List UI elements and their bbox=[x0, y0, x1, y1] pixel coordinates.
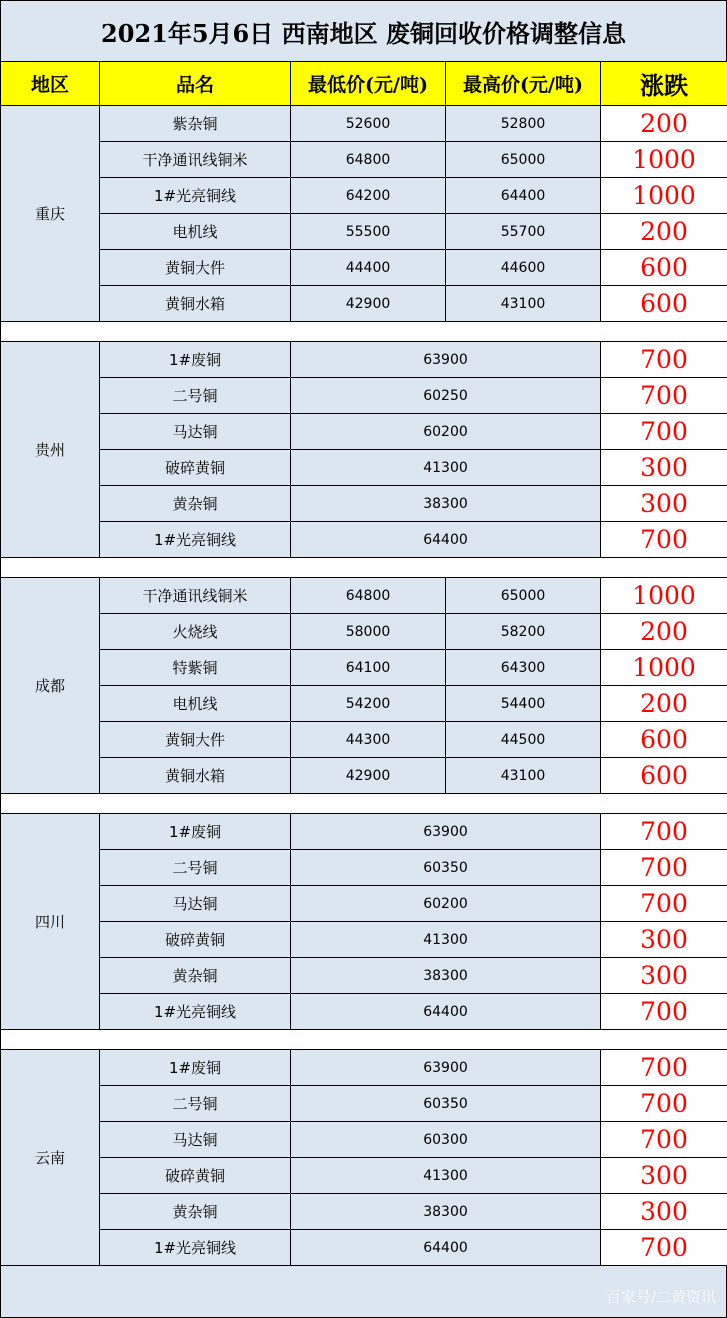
region-cell: 云南 bbox=[1, 1050, 100, 1266]
price-cell: 63900 bbox=[291, 814, 601, 850]
table-row bbox=[1, 450, 727, 486]
table-row bbox=[1, 106, 727, 142]
price-cell: 38300 bbox=[291, 958, 601, 994]
table-row bbox=[1, 1230, 727, 1266]
table-row bbox=[1, 686, 727, 722]
change-cell: 700 bbox=[601, 994, 727, 1030]
high-price-cell: 43100 bbox=[446, 758, 601, 794]
high-price-cell: 65000 bbox=[446, 578, 601, 614]
item-name-cell: 干净通讯线铜米 bbox=[100, 578, 291, 614]
table-row bbox=[1, 758, 727, 794]
table-row bbox=[1, 1122, 727, 1158]
table-row bbox=[1, 414, 727, 450]
region-separator bbox=[1, 322, 727, 342]
high-price-cell: 43100 bbox=[446, 286, 601, 322]
change-cell: 600 bbox=[601, 250, 727, 286]
low-price-cell: 54200 bbox=[291, 686, 446, 722]
item-name-cell: 破碎黄铜 bbox=[100, 1158, 291, 1194]
change-cell: 700 bbox=[601, 814, 727, 850]
item-name-cell: 马达铜 bbox=[100, 414, 291, 450]
low-price-cell: 64200 bbox=[291, 178, 446, 214]
table-row bbox=[1, 1158, 727, 1194]
price-cell: 60250 bbox=[291, 378, 601, 414]
item-name-cell: 1#废铜 bbox=[100, 342, 291, 378]
change-cell: 700 bbox=[601, 522, 727, 558]
change-cell: 200 bbox=[601, 106, 727, 142]
item-name-cell: 电机线 bbox=[100, 214, 291, 250]
change-cell: 700 bbox=[601, 1086, 727, 1122]
price-cell: 60350 bbox=[291, 1086, 601, 1122]
change-cell: 1000 bbox=[601, 142, 727, 178]
price-cell: 64400 bbox=[291, 994, 601, 1030]
table-row bbox=[1, 1086, 727, 1122]
price-cell: 63900 bbox=[291, 342, 601, 378]
region-separator bbox=[1, 794, 727, 814]
footer-band bbox=[0, 1266, 727, 1318]
separator-cell bbox=[1, 322, 727, 342]
change-cell: 700 bbox=[601, 414, 727, 450]
item-name-cell: 二号铜 bbox=[100, 1086, 291, 1122]
high-price-cell: 64300 bbox=[446, 650, 601, 686]
low-price-cell: 44300 bbox=[291, 722, 446, 758]
low-price-cell: 44400 bbox=[291, 250, 446, 286]
item-name-cell: 黄铜水箱 bbox=[100, 758, 291, 794]
table-row bbox=[1, 886, 727, 922]
table-row bbox=[1, 1194, 727, 1230]
header-change: 涨跌 bbox=[601, 62, 727, 106]
change-cell: 300 bbox=[601, 486, 727, 522]
watermark: 百家号/二黄资讯 bbox=[605, 1288, 716, 1306]
high-price-cell: 52800 bbox=[446, 106, 601, 142]
price-cell: 38300 bbox=[291, 486, 601, 522]
change-cell: 1000 bbox=[601, 578, 727, 614]
item-name-cell: 1#废铜 bbox=[100, 1050, 291, 1086]
item-name-cell: 1#光亮铜线 bbox=[100, 178, 291, 214]
change-cell: 200 bbox=[601, 214, 727, 250]
header-name: 品名 bbox=[100, 62, 291, 106]
price-cell: 41300 bbox=[291, 922, 601, 958]
change-cell: 300 bbox=[601, 1194, 727, 1230]
table-row bbox=[1, 486, 727, 522]
table-row bbox=[1, 178, 727, 214]
item-name-cell: 黄铜水箱 bbox=[100, 286, 291, 322]
item-name-cell: 1#光亮铜线 bbox=[100, 522, 291, 558]
header-low-price: 最低价(元/吨) bbox=[291, 62, 446, 106]
change-cell: 300 bbox=[601, 922, 727, 958]
price-cell: 60350 bbox=[291, 850, 601, 886]
change-cell: 300 bbox=[601, 1158, 727, 1194]
high-price-cell: 58200 bbox=[446, 614, 601, 650]
region-cell: 成都 bbox=[1, 578, 100, 794]
change-cell: 700 bbox=[601, 1230, 727, 1266]
item-name-cell: 破碎黄铜 bbox=[100, 922, 291, 958]
table-row bbox=[1, 142, 727, 178]
item-name-cell: 黄杂铜 bbox=[100, 486, 291, 522]
low-price-cell: 58000 bbox=[291, 614, 446, 650]
change-cell: 700 bbox=[601, 850, 727, 886]
high-price-cell: 55700 bbox=[446, 214, 601, 250]
price-cell: 60200 bbox=[291, 414, 601, 450]
header-high-price: 最高价(元/吨) bbox=[446, 62, 601, 106]
item-name-cell: 黄铜大件 bbox=[100, 250, 291, 286]
low-price-cell: 55500 bbox=[291, 214, 446, 250]
item-name-cell: 二号铜 bbox=[100, 378, 291, 414]
item-name-cell: 特紫铜 bbox=[100, 650, 291, 686]
table-row bbox=[1, 250, 727, 286]
region-cell: 贵州 bbox=[1, 342, 100, 558]
header-region: 地区 bbox=[1, 62, 100, 106]
price-cell: 64400 bbox=[291, 522, 601, 558]
price-table bbox=[0, 61, 727, 1266]
change-cell: 1000 bbox=[601, 178, 727, 214]
separator-cell bbox=[1, 794, 727, 814]
change-cell: 700 bbox=[601, 1050, 727, 1086]
table-row bbox=[1, 1050, 727, 1086]
price-cell: 38300 bbox=[291, 1194, 601, 1230]
table-row bbox=[1, 850, 727, 886]
high-price-cell: 44600 bbox=[446, 250, 601, 286]
table-row bbox=[1, 214, 727, 250]
table-body bbox=[1, 106, 727, 1266]
table-row bbox=[1, 614, 727, 650]
low-price-cell: 42900 bbox=[291, 286, 446, 322]
table-row bbox=[1, 378, 727, 414]
price-cell: 64400 bbox=[291, 1230, 601, 1266]
item-name-cell: 黄铜大件 bbox=[100, 722, 291, 758]
change-cell: 600 bbox=[601, 758, 727, 794]
low-price-cell: 64800 bbox=[291, 578, 446, 614]
high-price-cell: 64400 bbox=[446, 178, 601, 214]
change-cell: 200 bbox=[601, 686, 727, 722]
price-cell: 60200 bbox=[291, 886, 601, 922]
low-price-cell: 52600 bbox=[291, 106, 446, 142]
item-name-cell: 马达铜 bbox=[100, 886, 291, 922]
region-cell: 四川 bbox=[1, 814, 100, 1030]
low-price-cell: 64800 bbox=[291, 142, 446, 178]
price-cell: 41300 bbox=[291, 1158, 601, 1194]
price-cell: 41300 bbox=[291, 450, 601, 486]
price-cell: 60300 bbox=[291, 1122, 601, 1158]
item-name-cell: 1#光亮铜线 bbox=[100, 994, 291, 1030]
item-name-cell: 紫杂铜 bbox=[100, 106, 291, 142]
change-cell: 600 bbox=[601, 286, 727, 322]
region-cell: 重庆 bbox=[1, 106, 100, 322]
table-row bbox=[1, 342, 727, 378]
table-row bbox=[1, 958, 727, 994]
change-cell: 1000 bbox=[601, 650, 727, 686]
change-cell: 200 bbox=[601, 614, 727, 650]
change-cell: 300 bbox=[601, 450, 727, 486]
high-price-cell: 54400 bbox=[446, 686, 601, 722]
low-price-cell: 64100 bbox=[291, 650, 446, 686]
item-name-cell: 马达铜 bbox=[100, 1122, 291, 1158]
table-row bbox=[1, 814, 727, 850]
separator-cell bbox=[1, 558, 727, 578]
change-cell: 600 bbox=[601, 722, 727, 758]
item-name-cell: 黄杂铜 bbox=[100, 958, 291, 994]
price-cell: 63900 bbox=[291, 1050, 601, 1086]
table-row bbox=[1, 922, 727, 958]
change-cell: 700 bbox=[601, 1122, 727, 1158]
item-name-cell: 火烧线 bbox=[100, 614, 291, 650]
change-cell: 700 bbox=[601, 342, 727, 378]
table-row bbox=[1, 650, 727, 686]
separator-cell bbox=[1, 1030, 727, 1050]
item-name-cell: 二号铜 bbox=[100, 850, 291, 886]
change-cell: 700 bbox=[601, 378, 727, 414]
change-cell: 700 bbox=[601, 886, 727, 922]
high-price-cell: 44500 bbox=[446, 722, 601, 758]
table-row bbox=[1, 994, 727, 1030]
table-row bbox=[1, 722, 727, 758]
table-row bbox=[1, 578, 727, 614]
table-row bbox=[1, 286, 727, 322]
region-separator bbox=[1, 1030, 727, 1050]
item-name-cell: 1#废铜 bbox=[100, 814, 291, 850]
item-name-cell: 1#光亮铜线 bbox=[100, 1230, 291, 1266]
low-price-cell: 42900 bbox=[291, 758, 446, 794]
item-name-cell: 干净通讯线铜米 bbox=[100, 142, 291, 178]
table-row bbox=[1, 522, 727, 558]
table-header-row bbox=[1, 62, 727, 106]
region-separator bbox=[1, 558, 727, 578]
high-price-cell: 65000 bbox=[446, 142, 601, 178]
item-name-cell: 破碎黄铜 bbox=[100, 450, 291, 486]
item-name-cell: 电机线 bbox=[100, 686, 291, 722]
item-name-cell: 黄杂铜 bbox=[100, 1194, 291, 1230]
change-cell: 300 bbox=[601, 958, 727, 994]
page-title: 2021年5月6日 西南地区 废铜回收价格调整信息 bbox=[0, 0, 727, 62]
